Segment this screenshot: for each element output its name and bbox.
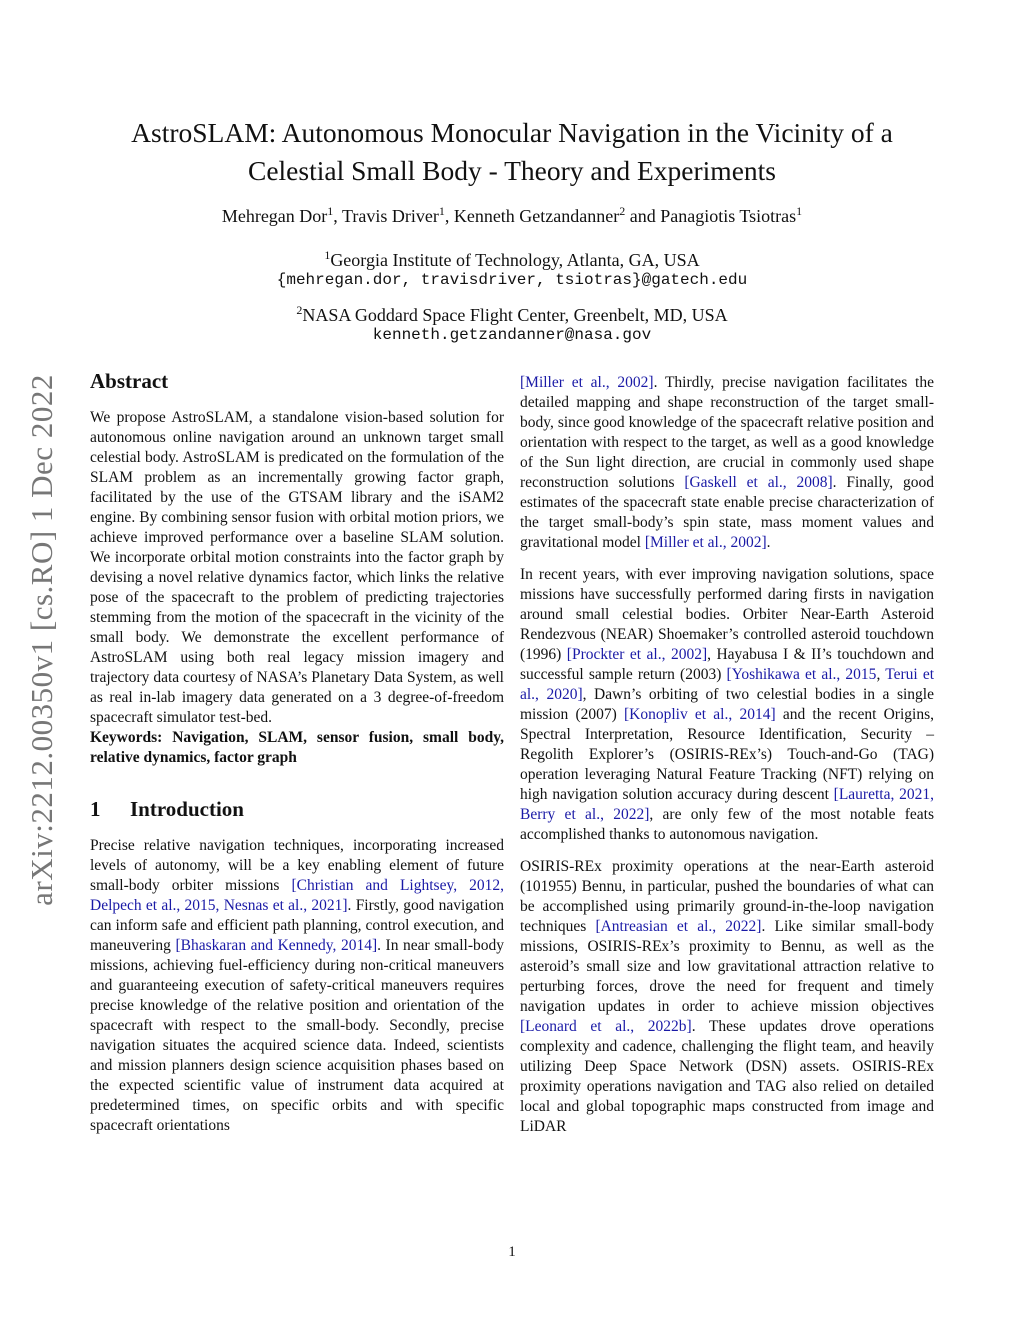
author-name: Mehregan Dor — [221, 206, 328, 226]
intro-paragraph-1: Precise relative navigation techniques, incorporating increased levels of autonomy, will be a key enabling element of future small-body orbiter missions [Christian and Lightsey, 2012, Delpech et al., 2015, Nesnas et al., 2021]. Firstly, good navigation can inform safe and efficient path planning, control execution, and maneuvering [Bhaskaran and Kennedy, 2014]. In near small-body missions, achieving fuel-efficiency during non-critical maneuvers and guaranteeing execution of safety-critical maneuvers requires precise knowledge of the relative position and orientation of the spacecraft with respect to the small-body. Secondly, precise navigation situates the acquired science data. Indeed, scientists and mission planners design science acquisition phases based on the expected scientific value of instrument data acquired at predetermined times, on specific orbits and with specific spacecraft orientations — [90, 837, 505, 1134]
section-title: Introduction — [130, 797, 244, 821]
citation-link[interactable]: [Christian and Lightsey, 2012, Delpech et al., 2015, Nesnas et al., 2021] — [90, 877, 504, 914]
author-affiliation-mark: 1 — [796, 204, 803, 218]
affiliation-2: $^2$NASA Goddard Space Flight Center, Greenbelt, MD, USA kenneth.getzandanner@nasa.gov — [90, 305, 934, 344]
paper-title — [90, 114, 934, 190]
abstract-heading: Abstract — [90, 369, 169, 393]
section-number: 1 — [90, 797, 101, 821]
author-name: Travis Driver — [341, 206, 439, 226]
author-name: Panagiotis Tsiotras — [660, 206, 797, 226]
arxiv-identifier: arXiv:2212.00350v1 [cs.RO] 1 Dec 2022 — [24, 374, 60, 906]
citation-link[interactable]: [Antreasian et al., 2022] — [595, 918, 762, 935]
left-column — [90, 368, 504, 1136]
author-affiliation-mark: 1 — [438, 204, 445, 218]
page-number: 1 — [508, 1244, 516, 1260]
citation-link[interactable]: [Miller et al., 2002] — [520, 374, 654, 391]
citation-link[interactable]: [Konopliv et al., 2014] — [623, 706, 776, 723]
right-column — [520, 373, 934, 1137]
citation-link[interactable]: [Prockter et al., 2002] — [566, 646, 708, 663]
intro-paragraph-1-continued: [Miller et al., 2002]. Thirdly, precise navigation facilitates the detailed mapping and shape reconstruction of the target small-body, since good knowledge of the spacecraft relative position and orientation with respect to the target, as well as a good knowledge of the Sun light direction, are crucial in commonly used shape reconstruction solutions [Gaskell et al., 2008]. Finally, good estimates of the spacecraft state enable precise characterization of the target small-body’s spin state, mass moment values and gravitational model [Miller et al., 2002]. — [520, 374, 934, 551]
citation-link[interactable]: Terui et al., 2020] — [520, 666, 935, 703]
affiliation-2-email: kenneth.getzandanner@nasa.gov — [372, 326, 652, 344]
citation-link[interactable]: [Leonard et al., 2022b] — [520, 1018, 692, 1035]
abstract-text: We propose AstroSLAM, a standalone vision-based solution for autonomous online navigation around an unknown target small celestial body. AstroSLAM is predicated on the formulation of the SLAM problem as an incrementally growing factor graph, facilitated by the use of the GTSAM library and the iSAM2 engine. By combining sensor fusion with orbital motion priors, we achieve improved performance over a baseline SLAM solution. We incorporate orbital motion constraints into the factor graph by devising a novel relative dynamics factor, which links the relative pose of the spacecraft to the problem of predicting trajectories stemming from the motion of the spacecraft in the vicinity of the small body. We demonstrate the excellent performance of AstroSLAM using both real legacy mission imagery and trajectory data courtesy of NASA’s Planetary Data System, as well as real in-lab imagery data generated on a 3 degree-of-freedom spacecraft simulator test-bed. — [90, 409, 504, 726]
author-name: Kenneth Getzandanner — [453, 206, 620, 226]
citation-link[interactable]: [Gaskell et al., 2008] — [684, 474, 833, 491]
title-line-1: AstroSLAM: Autonomous Monocular Navigation in the Vicinity of a — [131, 117, 893, 148]
author-affiliation-mark: 1 — [327, 204, 334, 218]
section-heading-introduction — [90, 796, 504, 822]
citation-link[interactable]: [Miller et al., 2002] — [644, 534, 767, 551]
author-affiliation-mark: 2 — [619, 204, 626, 218]
affiliation-1-email: {mehregan.dor, travisdriver, tsiotras}@gatech.edu — [276, 271, 748, 289]
arxiv-sidebar — [12, 350, 72, 930]
keywords: Keywords: Navigation, SLAM, sensor fusion, small body, relative dynamics, factor graph — [90, 729, 504, 766]
author-list: Mehregan Dor$^1$, Travis Driver$^1$, Kenneth Getzandanner$^2$ and Panagiotis Tsiotras$^1$ — [221, 204, 803, 226]
title-line-2: Celestial Small Body - Theory and Experiments — [247, 155, 776, 186]
affiliation-1: $^1$Georgia Institute of Technology, Atlanta, GA, USA {mehregan.dor, travisdriver, tsiotras}@gatech.edu — [90, 250, 934, 289]
intro-paragraph-3: OSIRIS-REx proximity operations at the near-Earth asteroid (101955) Bennu, in particular, pushed the boundaries of what can be accomplished using primarily ground-in-the-loop navigation techniques [Antreasian et al., 2022]. Like similar small-body missions, OSIRIS-REx’s proximity to Bennu, as well as the asteroid’s small size and low gravitational attraction relative to perturbing forces, drove the need for frequent and timely navigation updates in order to achieve mission objectives [Leonard et al., 2022b]. These updates drove operations complexity and cadence, challenging the flight team, and heavily utilizing Deep Space Network (DSN) assets. OSIRIS-REx proximity operations navigation and TAG also relied on detailed local and global topographic maps constructed from image and LiDAR — [520, 858, 934, 1135]
citation-link[interactable]: [Bhaskaran and Kennedy, 2014] — [175, 937, 378, 954]
citation-link[interactable]: [Yoshikawa et al., 2015 — [726, 666, 877, 683]
citation-link[interactable]: [Lauretta, 2021, Berry et al., 2022] — [520, 786, 934, 823]
intro-paragraph-2: In recent years, with ever improving navigation solutions, space missions have successfully performed daring firsts in navigation around small celestial bodies. Orbiter Near-Earth Asteroid Rendezvous (NEAR) Shoemaker’s controlled asteroid touchdown (1996) [Prockter et al., 2002], Hayabusa I & II’s touchdown and successful sample return (2003) [Yoshikawa et al., 2015, Terui et al., 2020], Dawn’s orbiting of two celestial bodies in a single mission (2007) [Konopliv et al., 2014] and the recent Origins, Spectral Interpretation, Resource Identification, Security – Regolith Explorer’s (OSIRIS-REx’s) Touch-and-Go (TAG) operation leveraging Natural Feature Tracking (NFT) relying on high navigation solution accuracy during descent [Lauretta, 2021, Berry et al., 2022], are only few of the most notable feats accomplished thanks to autonomous navigation. — [520, 566, 935, 843]
